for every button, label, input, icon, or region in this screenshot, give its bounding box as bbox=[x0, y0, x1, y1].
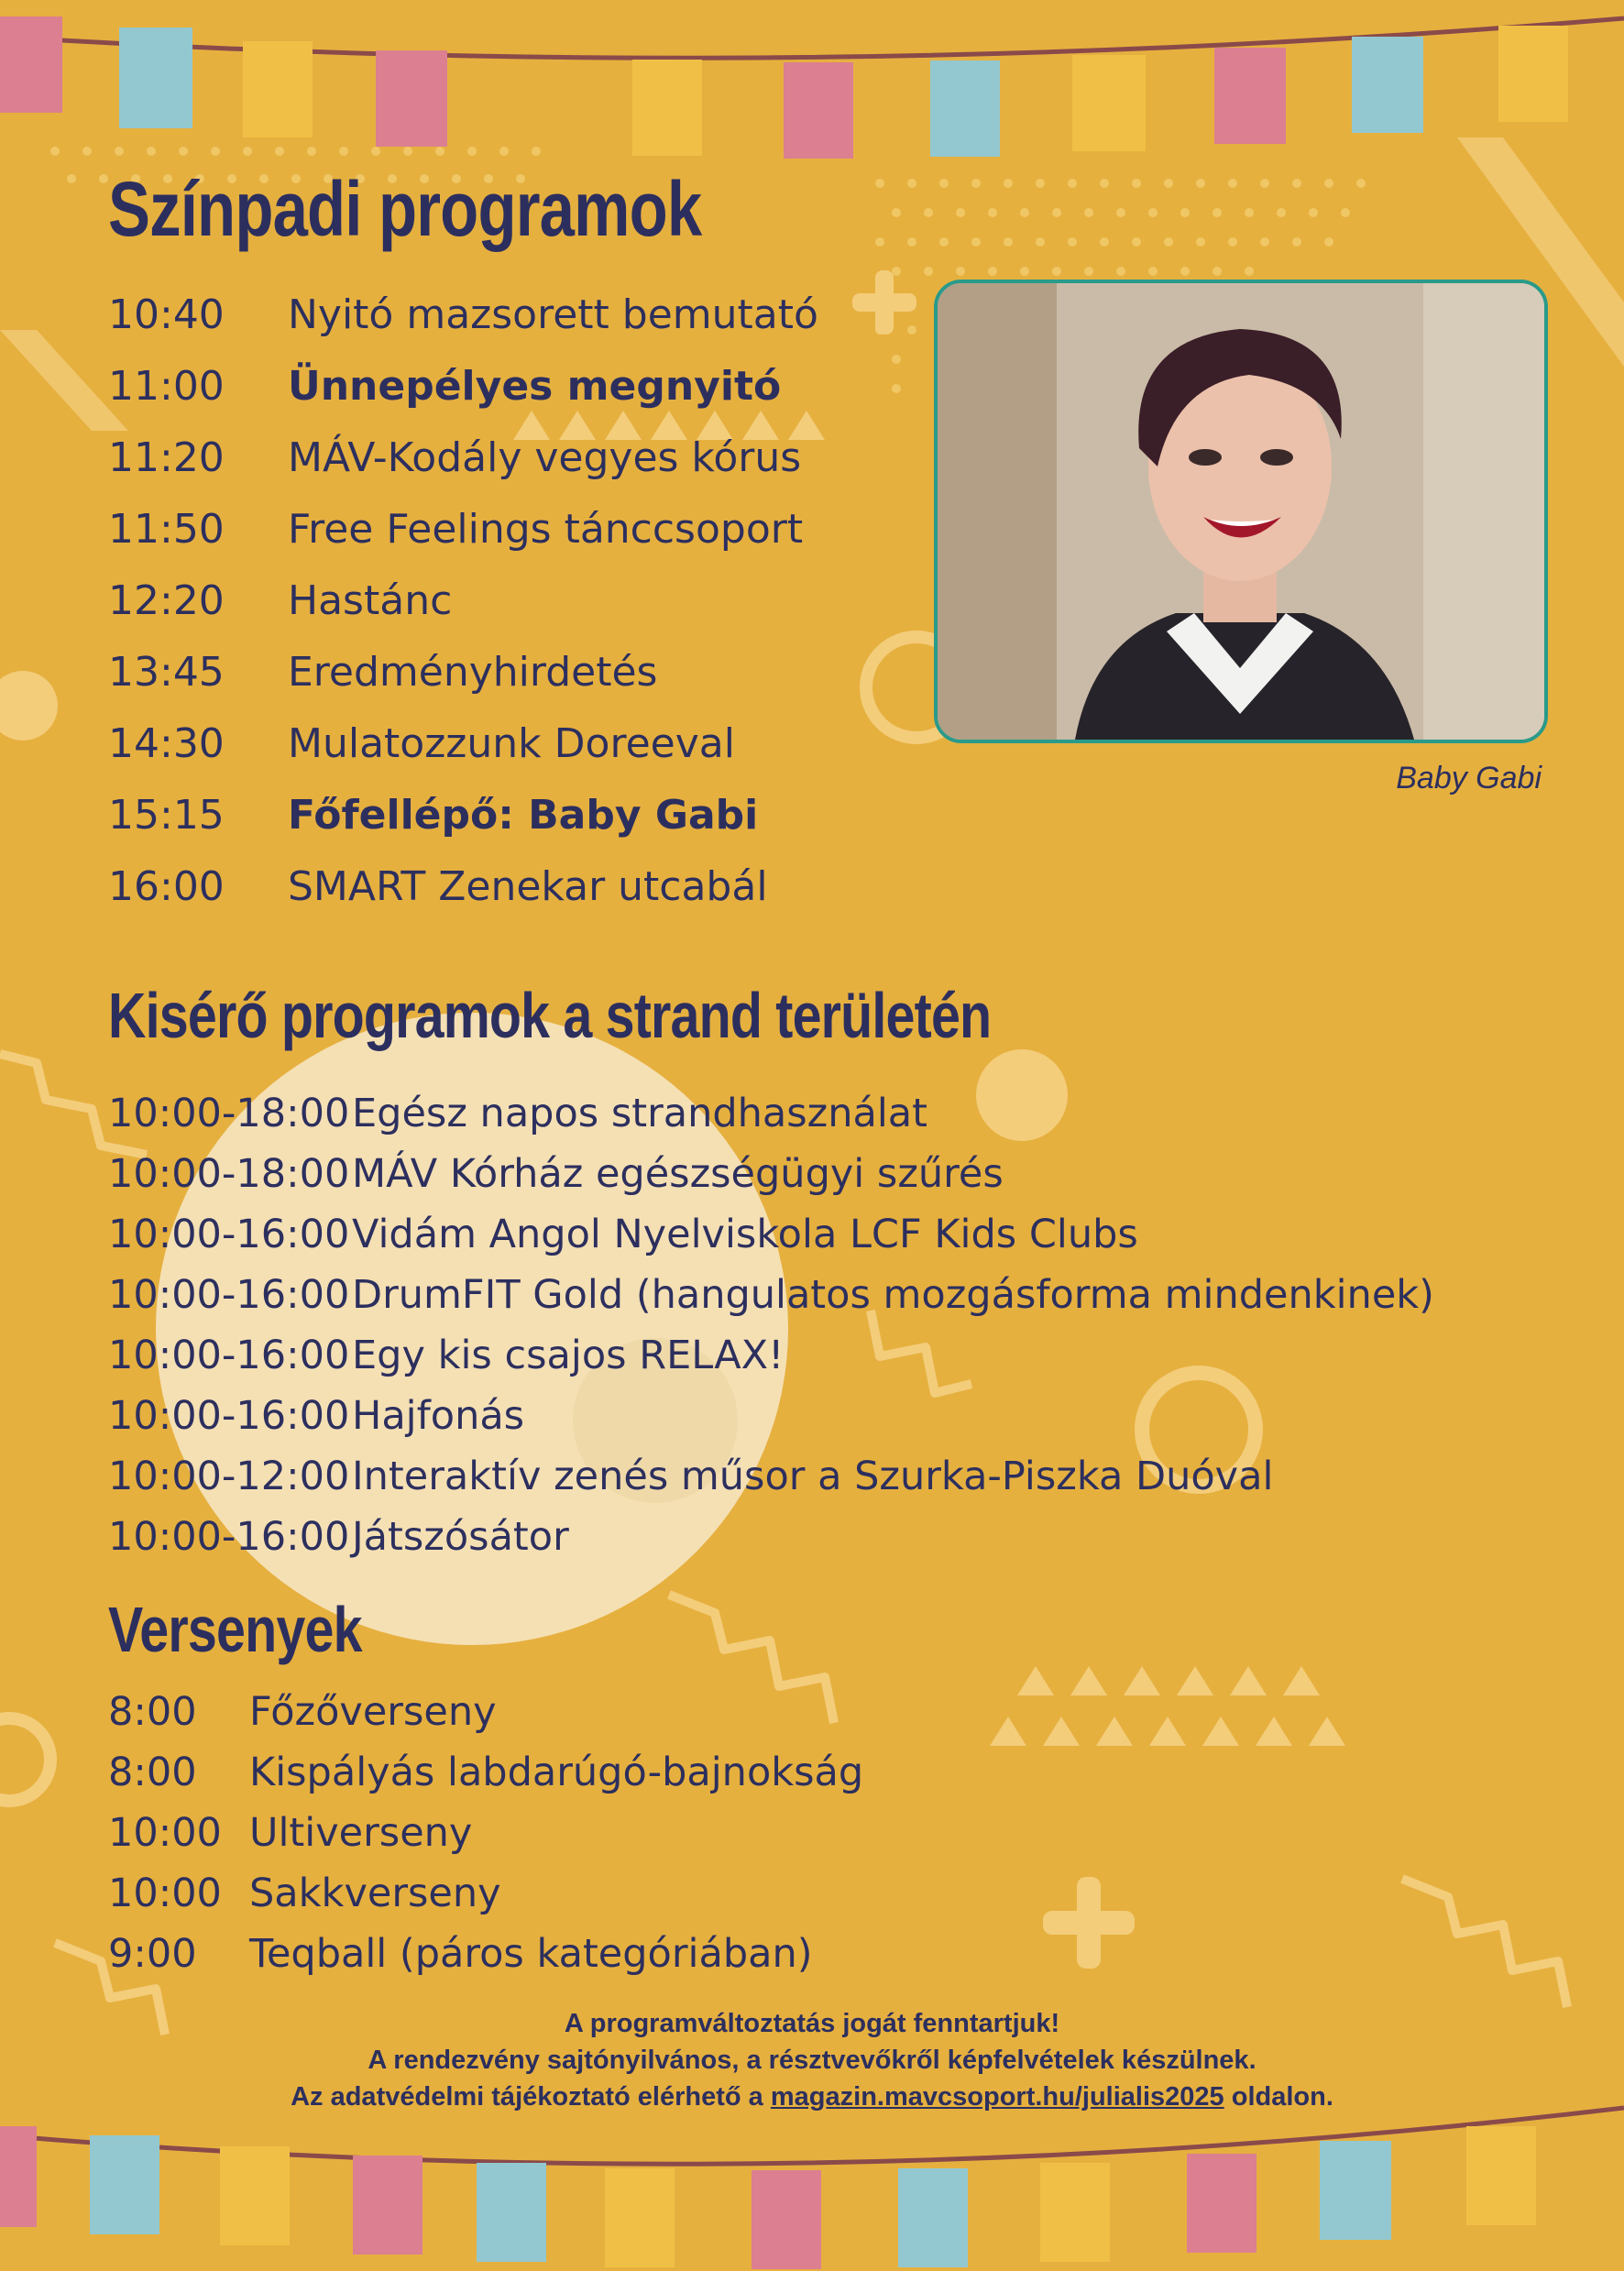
footer-text: oldalon. bbox=[1231, 2082, 1333, 2112]
schedule-event: Játszósátor bbox=[352, 1514, 569, 1560]
schedule-time: 8:00 bbox=[108, 1750, 197, 1795]
schedule-event: Kispályás labdarúgó-bajnokság bbox=[249, 1750, 864, 1795]
schedule-time: 10:40 bbox=[108, 291, 225, 338]
schedule-event: Nyitó mazsorett bemutató bbox=[288, 291, 818, 338]
footer-line: A rendezvény sajtónyilvános, a résztvevőkről képfelvételek készülnek. bbox=[368, 2046, 1256, 2075]
schedule-event: Sakkverseny bbox=[249, 1871, 501, 1916]
schedule-time: 10:00-16:00 bbox=[108, 1333, 350, 1378]
footer-notes bbox=[0, 2005, 1624, 2115]
schedule-time: 13:45 bbox=[108, 649, 225, 696]
schedule-event: Mulatozzunk Doreeval bbox=[288, 720, 735, 767]
schedule-time: 10:00-16:00 bbox=[108, 1272, 350, 1318]
schedule-time: 8:00 bbox=[108, 1689, 197, 1735]
schedule-time: 9:00 bbox=[108, 1931, 197, 1977]
schedule-time: 11:20 bbox=[108, 434, 225, 481]
schedule-event: Ultiverseny bbox=[249, 1810, 473, 1856]
schedule-event: Hajfonás bbox=[352, 1393, 525, 1439]
schedule-event: MÁV-Kodály vegyes kórus bbox=[288, 434, 802, 481]
schedule-time: 10:00-16:00 bbox=[108, 1514, 350, 1560]
schedule-event: Free Feelings tánccsoport bbox=[288, 506, 804, 553]
schedule-event: Egy kis csajos RELAX! bbox=[352, 1333, 785, 1378]
privacy-link[interactable]: magazin.mavcsoport.hu/julialis2025 bbox=[770, 2082, 1224, 2112]
schedule-time: 16:00 bbox=[108, 863, 225, 910]
footer-line: A programváltoztatás jogát fenntartjuk! bbox=[564, 2009, 1060, 2038]
schedule-event: Főzőverseny bbox=[249, 1689, 497, 1735]
schedule-time: 11:50 bbox=[108, 506, 225, 553]
schedule-time: 10:00-18:00 bbox=[108, 1091, 350, 1136]
schedule-event: Vidám Angol Nyelviskola LCF Kids Clubs bbox=[352, 1212, 1138, 1257]
schedule-time: 10:00 bbox=[108, 1871, 222, 1916]
schedule-event: MÁV Kórház egészségügyi szűrés bbox=[352, 1151, 1004, 1197]
schedule-event: Interaktív zenés műsor a Szurka-Piszka Duóval bbox=[352, 1454, 1274, 1499]
section-title: Versenyek bbox=[108, 1594, 362, 1665]
schedule-time: 10:00-18:00 bbox=[108, 1151, 350, 1197]
performer-photo bbox=[934, 280, 1548, 743]
photo-caption: Baby Gabi bbox=[1396, 761, 1542, 795]
schedule-event: Főfellépő: Baby Gabi bbox=[288, 792, 759, 839]
footer-text: Az adatvédelmi tájékoztató elérhető a bbox=[291, 2082, 763, 2112]
schedule-event: Egész napos strandhasználat bbox=[352, 1091, 928, 1136]
footer-line bbox=[0, 2079, 1624, 2115]
schedule-event: DrumFIT Gold (hangulatos mozgásforma mindenkinek) bbox=[352, 1272, 1434, 1318]
schedule-event: Teqball (páros kategóriában) bbox=[249, 1931, 813, 1977]
schedule-event: SMART Zenekar utcabál bbox=[288, 863, 768, 910]
section-title: Színpadi programok bbox=[108, 166, 702, 252]
schedule-event: Ünnepélyes megnyitó bbox=[288, 363, 782, 410]
schedule-time: 10:00-16:00 bbox=[108, 1212, 350, 1257]
schedule-time: 10:00-16:00 bbox=[108, 1393, 350, 1439]
schedule-time: 15:15 bbox=[108, 792, 225, 839]
schedule-event: Eredményhirdetés bbox=[288, 649, 658, 696]
schedule-time: 10:00-12:00 bbox=[108, 1454, 350, 1499]
portrait-image bbox=[938, 283, 1544, 740]
schedule-time: 10:00 bbox=[108, 1810, 222, 1856]
schedule-time: 11:00 bbox=[108, 363, 225, 410]
schedule-event: Hastánc bbox=[288, 577, 453, 624]
section-title: Kisérő programok a strand területén bbox=[108, 980, 992, 1051]
schedule-time: 14:30 bbox=[108, 720, 225, 767]
schedule-time: 12:20 bbox=[108, 577, 225, 624]
